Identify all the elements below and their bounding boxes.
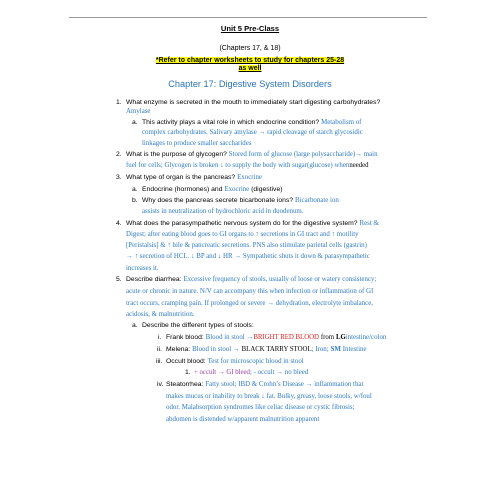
answer-line: → ↑ secretion of HCL. ↓ BP and ↓ HR → Sympathetic shuts it down & parasympathetic [126,253,370,260]
stool-type-name: Steatorrhea: [166,381,204,388]
answer-line: Digest; after eating blood goes to GI organs to ↑ secretions in GI tract and ↑ motility [126,231,359,238]
question-number: 5. [116,276,122,283]
stool-type-answer-mid: ; Iron; [311,346,329,353]
question-number: 2. [116,151,122,158]
question-2-answer: Stored form of glucose (large polysaccharide)→ main [228,151,378,158]
answer-text-black: needed [349,162,369,169]
answer-line: assists in neutralization of hydrochloric acid in duodenum. [142,208,304,215]
subquestion-label: a. [132,119,138,126]
answer-line: linkages to produce smaller saccharides [142,140,252,147]
question-5a-text: Describe the different types of stools: [142,322,254,329]
occult-result-line [194,367,308,378]
question-3b-answer: Bicarbonate ion [295,197,339,204]
question-1-text: What enzyme is secreted in the mouth to immediately start digesting carbohydrates? [126,99,381,106]
question-3a-answer: Exocrine [224,186,250,193]
question-3-text: What type of organ is the pancreas? [126,174,236,181]
unit-title: Unit 5 Pre-Class [220,24,280,33]
question-5-text: Describe diarrhea: [126,276,182,283]
question-5-line [126,274,376,285]
answer-line: [Peristalsis] & ↑ bile & pancreatic secretions. PNS also stimulate parietal cells (gastrin) [126,242,367,249]
stool-type-melena [166,344,367,355]
answer-text: fuel for cells; Glycogen is broken ↓ to supply the body with sugar(glucose) when [126,162,350,169]
occult-negative: ; - occult → no bleed [249,369,309,376]
question-3-answer: Exocrine [237,174,262,181]
question-3-line [126,172,262,183]
stool-type-black: BLACK TARRY STOOL [241,346,312,353]
chapters-subtitle: (Chapters 17, & 18) [219,45,281,52]
sub-item-label: 1. [185,369,191,376]
roman-label: iii. [156,358,163,365]
section-title: Chapter 17: Digestive System Disorders [168,79,332,89]
question-1a-text: This activity plays a vital role in which endocrine condition? [142,119,320,126]
stool-type-name: Frank blood: [166,334,204,341]
question-5-answer: Excessive frequency of stools, usually of loose or watery consistency; [183,276,377,283]
question-2-text: What is the purpose of glycogen? [126,151,227,158]
question-4-answer: Rest & [359,220,379,227]
answer-line: complex carbohydrates. Salivary amylase → rapid cleavage of starch glycosidic [142,129,363,136]
subquestion-label: b. [132,197,138,204]
stool-type-answer: Blood in stool → [205,334,254,341]
subquestion-label: a. [132,186,138,193]
stool-type-text: from [320,334,335,341]
question-3a-text: Endocrine (hormones) and [142,186,223,193]
study-notice-line-1: *Refer to chapter worksheets to study for chapters 25-28 [155,57,345,64]
question-3a-text-end: (digestive) [251,186,283,193]
answer-line: acidosis, & malnutrition. [126,311,195,318]
question-4-line [126,218,379,229]
study-notice-line-2: as well [238,65,262,72]
answer-line: odor. Malabsorption syndromes like celiac disease or cystic fibrosis; [166,404,355,411]
stool-type-occult [166,356,304,367]
answer-line [126,160,369,171]
occult-positive: + occult → GI bleed [194,369,250,376]
question-3b-text: Why does the pancreas secrete bicarbonate ions? [142,197,294,204]
stool-type-answer-end: intestine/colon [345,334,387,341]
question-number: 1. [116,99,122,106]
subquestion-label: a. [132,322,138,329]
question-3a-line [142,184,283,195]
stool-type-steatorrhea [166,379,363,390]
stool-type-bold: LG [335,334,346,341]
answer-line: abdomen is distended w/apparent malnutrition apparent [166,416,320,423]
stool-type-answer: Fatty stool; IBD & Crohn’s Disease → inflammation that [205,381,364,388]
question-1-answer: Amylase [126,108,151,115]
question-number: 3. [116,174,122,181]
question-1a-answer: Metabolism of [321,119,362,126]
stool-type-answer-end: Intestine [342,346,367,353]
stool-type-answer: Test for microscopic blood in stool [207,358,304,365]
question-4-text: What does the parasympathetic nervous system do for the digestive system? [126,220,358,227]
answer-line: tract occurs, cramping pain. If prolonged or severe → dehydration, electrolyte imbalance, [126,300,374,307]
roman-label: i. [158,334,162,341]
stool-type-name: Melena: [166,346,191,353]
answer-line: makes mucus or inability to break ↓ fat. Bulky, greasy, loose stools, w/foul [166,393,372,400]
question-2-line [126,149,378,160]
question-number: 4. [116,220,122,227]
roman-label: iv. [157,381,164,388]
stool-type-bold: SM [330,346,341,353]
answer-line: increases it. [126,265,159,272]
stool-type-frank-blood [166,332,386,343]
stool-type-name: Occult blood: [166,358,206,365]
roman-label: ii. [157,346,162,353]
stool-type-answer: Blood in stool → [192,346,240,353]
answer-line: acute or chronic in nature. N/V can accompany this when infection or inflammation of GI [126,288,374,295]
question-3b-line [142,195,339,206]
stool-type-red: BRIGHT RED BLOOD [253,334,319,341]
